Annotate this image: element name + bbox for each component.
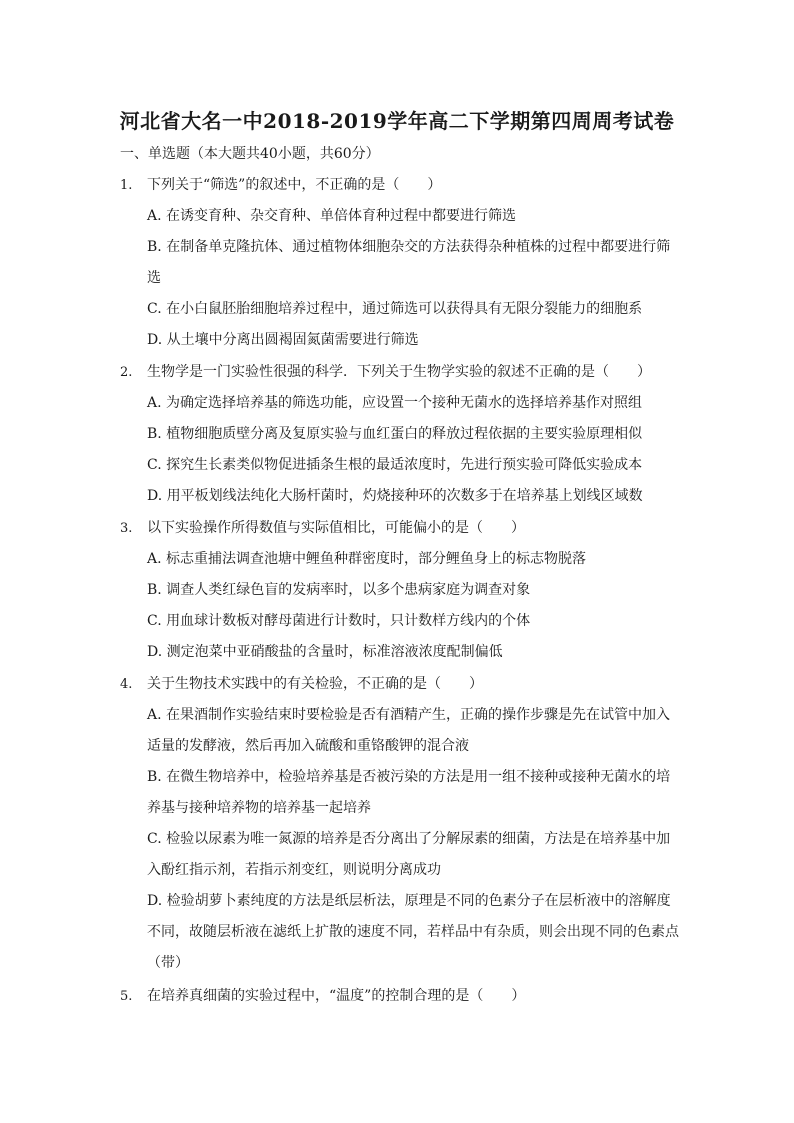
option-c: C. 用血球计数板对酵母菌进行计数时，只计数样方线内的个体 xyxy=(147,613,531,629)
option-b: B. 在制备单克隆抗体、通过植物体细胞杂交的方法获得杂种植株的过程中都要进行筛 xyxy=(147,239,671,255)
exam-title: 河北省大名一中2018-2019学年高二下学期第四周周考试卷 xyxy=(119,109,675,133)
option-d: D. 从土壤中分离出圆褐固氮菌需要进行筛选 xyxy=(147,332,419,348)
option-b: B. 在微生物培养中，检验培养基是否被污染的方法是用一组不接种或接种无菌水的培 xyxy=(147,769,671,785)
option-c: C. 在小白鼠胚胎细胞培养过程中，通过筛选可以获得具有无限分裂能力的细胞系 xyxy=(147,301,643,317)
question-number: 5. xyxy=(120,989,133,1004)
question-number: 2. xyxy=(120,365,133,380)
option-d: D. 用平板划线法纯化大肠杆菌时，灼烧接种环的次数多于在培养基上划线区域数 xyxy=(147,488,643,504)
option-c: C. 检验以尿素为唯一氮源的培养是否分离出了分解尿素的细菌，方法是在培养基中加 xyxy=(147,831,671,847)
option-a: A. 在果酒制作实验结束时要检验是否有酒精产生，正确的操作步骤是先在试管中加入 xyxy=(147,707,671,723)
option-a-cont: 适量的发酵液，然后再加入硫酸和重铬酸钾的混合液 xyxy=(147,738,469,754)
option-d: D. 检验胡萝卜素纯度的方法是纸层析法，原理是不同的色素分子在层析液中的溶解度 xyxy=(147,893,671,909)
question-stem: 关于生物技术实践中的有关检验，不正确的是（ ） xyxy=(147,676,483,692)
question-stem: 生物学是一门实验性很强的科学．下列关于生物学实验的叙述不正确的是（ ） xyxy=(147,364,651,380)
question-number: 4. xyxy=(120,677,133,692)
option-b-cont: 选 xyxy=(147,270,161,286)
option-d-cont: 不同，故随层析液在滤纸上扩散的速度不同，若样品中有杂质，则会出现不同的色素点 xyxy=(147,924,679,940)
option-c-cont: 入酚红指示剂，若指示剂变红，则说明分离成功 xyxy=(147,862,441,878)
section-heading: 一、单选题（本大题共40小题，共60分） xyxy=(120,146,380,162)
option-b-cont: 养基与接种培养物的培养基一起培养 xyxy=(147,800,371,816)
question-stem: 在培养真细菌的实验过程中，“温度”的控制合理的是（ ） xyxy=(147,988,526,1004)
option-c: C. 探究生长素类似物促进插条生根的最适浓度时，先进行预实验可降低实验成本 xyxy=(147,457,643,473)
option-b: B. 调查人类红绿色盲的发病率时，以多个患病家庭为调查对象 xyxy=(147,582,531,598)
option-a: A. 为确定选择培养基的筛选功能，应设置一个接种无菌水的选择培养基作对照组 xyxy=(147,395,643,411)
question-number: 3. xyxy=(120,521,133,536)
question-stem: 下列关于“筛选”的叙述中，不正确的是（ ） xyxy=(147,177,442,193)
option-d-cont: （带） xyxy=(147,955,189,971)
question-stem: 以下实验操作所得数值与实际值相比，可能偏小的是（ ） xyxy=(147,520,525,536)
option-b: B. 植物细胞质壁分离及复原实验与血红蛋白的释放过程依据的主要实验原理相似 xyxy=(147,426,643,442)
option-d: D. 测定泡菜中亚硝酸盐的含量时，标准溶液浓度配制偏低 xyxy=(147,644,503,660)
question-number: 1. xyxy=(120,178,133,193)
option-a: A. 在诱变育种、杂交育种、单倍体育种过程中都要进行筛选 xyxy=(147,208,517,224)
option-a: A. 标志重捕法调查池塘中鲤鱼种群密度时，部分鲤鱼身上的标志物脱落 xyxy=(147,551,587,567)
